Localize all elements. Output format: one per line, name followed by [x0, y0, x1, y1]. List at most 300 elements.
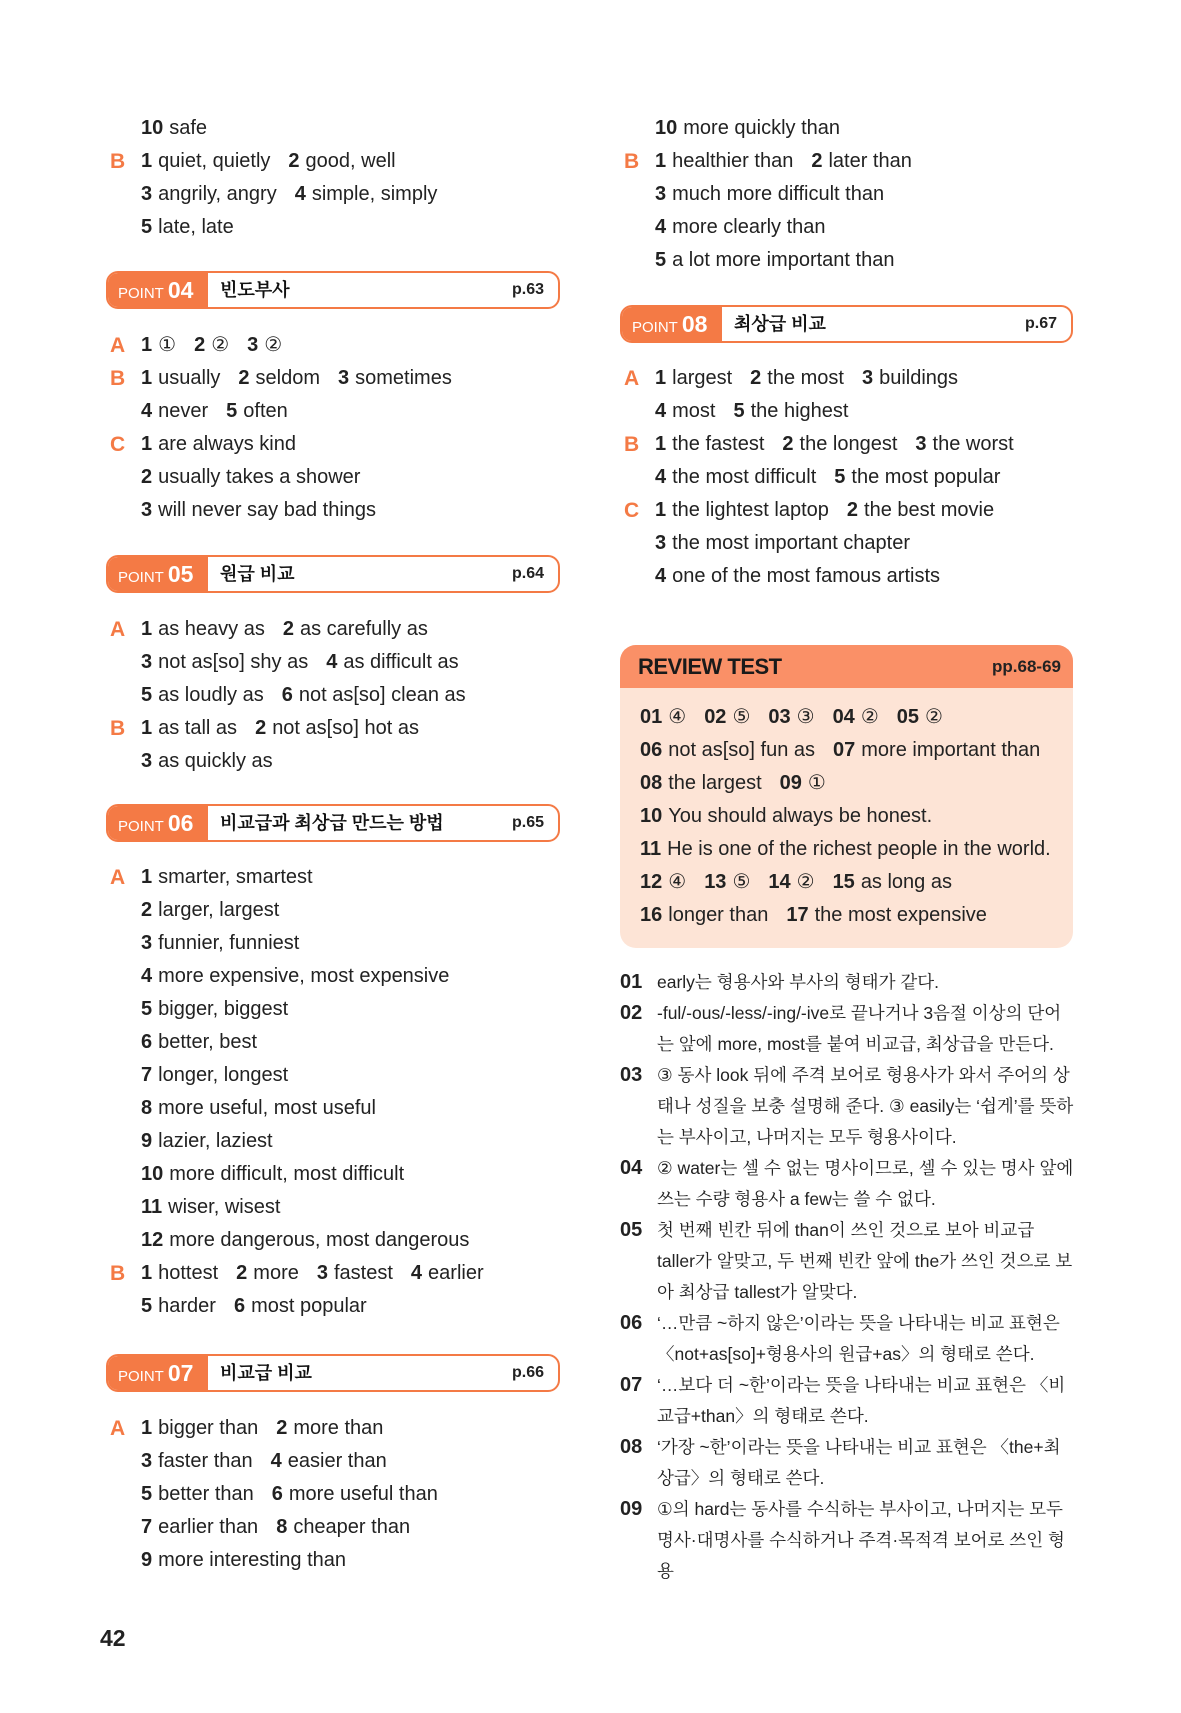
- answer-text: hottest: [158, 1262, 219, 1284]
- answer-number: 2: [236, 1262, 248, 1284]
- answer-number: 1: [141, 150, 153, 172]
- answer-number: 1: [141, 367, 153, 389]
- point-word: POINT: [118, 818, 164, 835]
- answer-item: [640, 833, 1051, 866]
- answer-number: 9: [141, 1549, 153, 1571]
- answer-text: largest: [672, 367, 733, 389]
- answer-item: [272, 1478, 438, 1511]
- explanation-number: 03: [620, 1064, 643, 1086]
- answer-text: the highest: [750, 400, 849, 422]
- explanation-number: 04: [620, 1157, 643, 1179]
- explanation-number: 02: [620, 1002, 643, 1024]
- section-letter: A: [110, 618, 126, 641]
- answer-number: 2: [141, 466, 153, 488]
- answer-text: the most: [767, 367, 844, 389]
- answer-item: [640, 734, 815, 767]
- section-letter: C: [624, 499, 640, 522]
- answer-row: [141, 960, 502, 993]
- answer-number: 5: [141, 216, 153, 238]
- answer-text: ④: [668, 706, 687, 728]
- answer-number: 5: [733, 400, 745, 422]
- answer-item: [141, 178, 277, 211]
- answer-number: 1: [655, 367, 667, 389]
- answer-text: the best movie: [864, 499, 995, 521]
- answer-number: 5: [834, 466, 846, 488]
- answer-number: 08: [640, 772, 663, 794]
- point-08-header: [620, 305, 1073, 343]
- answer-number: 01: [640, 706, 663, 728]
- answer-number: 11: [640, 838, 662, 860]
- answer-number: 05: [896, 706, 919, 728]
- answer-number: 4: [270, 1450, 282, 1472]
- answer-row: [141, 178, 455, 211]
- explanation-text: ‘…보다 더 ~한’이라는 뜻을 나타내는 비교 표현은 〈비교급+than〉의 형태로 쓴다.: [657, 1375, 1066, 1426]
- answer-number: 4: [410, 1262, 423, 1284]
- answer-item: [141, 1092, 376, 1125]
- answer-text: lazier, laziest: [158, 1130, 273, 1152]
- point-word: POINT: [118, 569, 164, 586]
- answer-number: 12: [141, 1229, 164, 1251]
- explanation-number: 08: [620, 1436, 643, 1458]
- answer-row: [110, 362, 470, 395]
- point-04-header: [106, 271, 560, 309]
- answer-row: [141, 1224, 502, 1257]
- answer-text: the most difficult: [672, 466, 817, 488]
- explanation-item: [620, 1432, 1075, 1494]
- answer-item: [141, 894, 279, 927]
- answer-text: ⑤: [732, 871, 751, 893]
- review-test-title: REVIEW TEST: [638, 654, 782, 679]
- answer-text: usually: [158, 367, 221, 389]
- answer-item: [141, 1478, 254, 1511]
- point-title: 최상급 비교: [734, 314, 826, 334]
- point-page: p.65: [511, 814, 544, 831]
- answer-text: better than: [158, 1483, 254, 1505]
- answer-text: more difficult, most difficult: [169, 1163, 405, 1185]
- answer-text: later than: [828, 150, 912, 172]
- answer-text: more quickly than: [683, 117, 840, 139]
- answer-number: 3: [247, 334, 259, 356]
- answer-row: [141, 112, 455, 145]
- answer-text: easier than: [287, 1450, 387, 1472]
- answer-number: 6: [271, 1483, 283, 1505]
- point-page: p.67: [1024, 315, 1057, 332]
- answer-item: [811, 145, 912, 178]
- answer-text: never: [158, 400, 209, 422]
- point-title: 비교급 비교: [220, 1363, 312, 1383]
- point-page: p.66: [511, 1364, 544, 1381]
- answer-text: ⑤: [732, 706, 751, 728]
- answer-section: [624, 362, 1032, 593]
- answer-item: [640, 866, 686, 899]
- answer-text: more expensive, most expensive: [158, 965, 450, 987]
- answer-item: [141, 362, 220, 395]
- answer-number: 7: [141, 1064, 153, 1086]
- answer-number: 8: [276, 1516, 288, 1538]
- explanation-item: [620, 998, 1075, 1060]
- answer-text: not as[so] hot as: [272, 717, 419, 739]
- answer-item: [833, 866, 952, 899]
- answer-item: [247, 329, 282, 362]
- answer-number: 6: [281, 684, 293, 706]
- answer-text: as loudly as: [158, 684, 264, 706]
- answer-number: 4: [655, 565, 667, 587]
- point-title: 원급 비교: [220, 564, 295, 584]
- answer-row: [110, 613, 484, 646]
- answer-item: [655, 112, 840, 145]
- answer-text: will never say bad things: [158, 499, 377, 521]
- explanation-item: [620, 1494, 1075, 1587]
- answer-item: [255, 712, 419, 745]
- answer-item: [915, 428, 1013, 461]
- point-label: [108, 273, 208, 307]
- answer-text: not as[so] fun as: [668, 739, 816, 761]
- answer-number: 17: [786, 904, 809, 926]
- answer-text: as long as: [860, 871, 952, 893]
- answer-number: 10: [640, 805, 663, 827]
- answer-item: [141, 112, 207, 145]
- answer-row: [141, 1158, 502, 1191]
- answer-number: 2: [282, 618, 294, 640]
- answer-item: [141, 1257, 218, 1290]
- answer-number: 1: [655, 433, 667, 455]
- section-letter: C: [110, 433, 126, 456]
- answer-section: [110, 613, 484, 778]
- answer-row: [141, 1191, 502, 1224]
- answer-row: [655, 461, 1032, 494]
- answer-text: more important than: [861, 739, 1041, 761]
- answer-item: [141, 428, 296, 461]
- answer-text: ②: [860, 706, 879, 728]
- answer-number: 10: [655, 117, 678, 139]
- answer-item: [655, 178, 884, 211]
- answer-text: ①: [158, 334, 177, 356]
- answer-text: as heavy as: [158, 618, 265, 640]
- answer-row: [110, 329, 470, 362]
- explanation-text: ①의 hard는 동사를 수식하는 부사이고, 나머지는 모두 명사·대명사를 수식하거나 주격·목적격 보어로 쓰인 형용: [657, 1499, 1065, 1581]
- explanation-item: [620, 1215, 1075, 1308]
- answer-row: [640, 767, 1069, 800]
- point-label: [108, 806, 208, 840]
- answer-number: 14: [768, 871, 791, 893]
- answer-row: [141, 1478, 456, 1511]
- answer-number: 03: [768, 706, 791, 728]
- answer-item: [226, 395, 288, 428]
- answer-number: 3: [141, 1450, 153, 1472]
- section-letter: B: [110, 1262, 126, 1285]
- point-06-header: [106, 804, 560, 842]
- answer-item: [194, 329, 229, 362]
- answer-number: 1: [141, 717, 153, 739]
- answer-number: 1: [141, 866, 153, 888]
- answer-text: He is one of the richest people in the world.: [667, 838, 1051, 860]
- answer-item: [326, 646, 458, 679]
- answer-text: bigger than: [158, 1417, 259, 1439]
- answer-section: [110, 329, 470, 527]
- answer-item: [141, 1125, 273, 1158]
- answer-number: 06: [640, 739, 663, 761]
- answer-number: 2: [288, 150, 300, 172]
- answer-number: 8: [141, 1097, 153, 1119]
- point-number: 05: [167, 561, 194, 587]
- answer-text: more interesting than: [158, 1549, 347, 1571]
- answer-item: [338, 362, 452, 395]
- explanation-text: ② water는 셀 수 없는 명사이므로, 셀 수 있는 명사 앞에 쓰는 수량 형용사 a few는 쓸 수 없다.: [657, 1158, 1074, 1209]
- answer-number: 1: [141, 1262, 153, 1284]
- explanation-text: 첫 번째 빈칸 뒤에 than이 쓰인 것으로 보아 비교급 taller가 알맞고, 두 번째 빈칸 앞에 the가 쓰인 것으로 보아 최상급 tallest가 알맞다.: [657, 1220, 1073, 1302]
- answer-item: [655, 428, 764, 461]
- answer-text: seldom: [255, 367, 320, 389]
- answer-text: one of the most famous artists: [672, 565, 941, 587]
- answer-number: 4: [141, 400, 153, 422]
- explanation-item: [620, 1370, 1075, 1432]
- explanation-number: 09: [620, 1498, 643, 1520]
- answer-item: [236, 1257, 299, 1290]
- answer-item: [655, 494, 829, 527]
- answer-row: [655, 527, 1032, 560]
- answer-number: 3: [141, 651, 153, 673]
- answer-row: [624, 145, 930, 178]
- answer-number: 11: [141, 1196, 163, 1218]
- answer-item: [141, 211, 234, 244]
- answer-item: [768, 701, 814, 734]
- answer-item: [317, 1257, 393, 1290]
- answer-row: [640, 833, 1069, 866]
- answer-item: [768, 866, 814, 899]
- answer-text: ②: [211, 334, 230, 356]
- answer-number: 2: [255, 717, 267, 739]
- answer-row: [141, 927, 502, 960]
- answer-number: 3: [861, 367, 874, 389]
- answer-item: [782, 428, 897, 461]
- answer-number: 15: [832, 871, 855, 893]
- answer-number: 4: [326, 651, 338, 673]
- point-title: 비교급과 최상급 만드는 방법: [220, 813, 444, 833]
- answer-row: [141, 494, 470, 527]
- answer-text: safe: [169, 117, 208, 139]
- answer-item: [282, 679, 466, 712]
- answer-item: [141, 329, 176, 362]
- answer-number: 12: [640, 871, 663, 893]
- section-letter: B: [624, 433, 640, 456]
- answer-number: 5: [226, 400, 238, 422]
- answer-number: 7: [141, 1516, 153, 1538]
- answer-number: 3: [338, 367, 350, 389]
- answer-item: [847, 494, 994, 527]
- answer-item: [897, 701, 943, 734]
- section-letter: A: [110, 866, 126, 889]
- answer-item: [655, 145, 793, 178]
- answer-item: [141, 1544, 346, 1577]
- answer-item: [733, 395, 848, 428]
- answer-number: 2: [811, 150, 823, 172]
- answer-text: faster than: [158, 1450, 253, 1472]
- answer-number: 3: [141, 499, 153, 521]
- section-letter: B: [624, 150, 640, 173]
- explanation-text: early는 형용사와 부사의 형태가 같다.: [657, 972, 940, 992]
- answer-text: harder: [158, 1295, 216, 1317]
- answer-row: [141, 1059, 502, 1092]
- answer-number: 10: [141, 1163, 164, 1185]
- answer-item: [655, 211, 826, 244]
- answer-number: 4: [141, 965, 153, 987]
- point-label: [622, 307, 722, 341]
- answer-number: 02: [704, 706, 727, 728]
- answer-section: [110, 1412, 456, 1577]
- answer-item: [141, 395, 208, 428]
- answer-item: [786, 899, 987, 932]
- answer-row: [141, 211, 455, 244]
- answer-row: [141, 1125, 502, 1158]
- answer-item: [288, 145, 395, 178]
- answer-row: [141, 745, 484, 778]
- point-title: 빈도부사: [220, 280, 290, 300]
- review-test-box: [620, 645, 1073, 948]
- answer-text: not as[so] shy as: [158, 651, 309, 673]
- point-word: POINT: [118, 1368, 164, 1385]
- answer-row: [640, 734, 1069, 767]
- explanation-text: -ful/-ous/-less/-ing/-ive로 끝나거나 3음절 이상의 단어는 앞에 more, most를 붙여 비교급, 최상급을 만든다.: [657, 1003, 1062, 1054]
- answer-item: [234, 1290, 367, 1323]
- explanation-text: ‘가장 ~한’이라는 뜻을 나타내는 비교 표현은 〈the+최상급〉의 형태로 쓴다.: [657, 1437, 1061, 1488]
- explanation-text: ③ 동사 look 뒤에 주격 보어로 형용사가 와서 주어의 상태나 성질을 보충 설명해 준다. ③ easily는 ‘쉽게’를 뜻하는 부사이고, 나머지는 모두 형용사이다.: [657, 1065, 1074, 1147]
- answer-item: [276, 1511, 410, 1544]
- answer-row: [624, 428, 1032, 461]
- answer-row: [624, 362, 1032, 395]
- answer-row: [655, 244, 930, 277]
- answer-number: 10: [141, 117, 164, 139]
- answer-number: 1: [141, 334, 153, 356]
- answer-item: [750, 362, 844, 395]
- answer-row: [110, 428, 470, 461]
- point-number: 07: [167, 1360, 194, 1386]
- explanation-item: [620, 1060, 1075, 1153]
- answer-row: [141, 894, 502, 927]
- answer-text: more than: [293, 1417, 384, 1439]
- answer-item: [295, 178, 438, 211]
- explanation-item: [620, 967, 1075, 998]
- answer-text: the most expensive: [814, 904, 987, 926]
- answer-row: [640, 800, 1069, 833]
- answer-item: [276, 1412, 383, 1445]
- answer-number: 5: [141, 684, 153, 706]
- answer-item: [141, 745, 273, 778]
- answer-item: [141, 145, 270, 178]
- answer-text: more clearly than: [672, 216, 826, 238]
- answer-number: 2: [194, 334, 206, 356]
- answer-text: bigger, biggest: [158, 998, 289, 1020]
- answer-item: [141, 461, 360, 494]
- answer-text: the longest: [799, 433, 898, 455]
- answer-number: 2: [276, 1417, 288, 1439]
- answer-text: often: [243, 400, 288, 422]
- answer-number: 3: [655, 532, 667, 554]
- answer-item: [655, 362, 732, 395]
- answer-text: ④: [668, 871, 687, 893]
- answer-number: 4: [294, 183, 306, 205]
- answer-number: 07: [833, 739, 856, 761]
- answer-item: [141, 1445, 253, 1478]
- answer-number: 5: [141, 1483, 153, 1505]
- answer-item: [141, 861, 313, 894]
- answer-text: angrily, angry: [158, 183, 277, 205]
- answer-item: [141, 613, 265, 646]
- point-number: 04: [167, 277, 194, 303]
- answer-text: as difficult as: [343, 651, 459, 673]
- answer-section: [110, 861, 502, 1323]
- answer-number: 3: [655, 183, 667, 205]
- answer-item: [141, 1511, 258, 1544]
- answer-row: [141, 1544, 456, 1577]
- answer-number: 2: [782, 433, 794, 455]
- answer-item: [862, 362, 958, 395]
- answer-item: [141, 927, 299, 960]
- answer-text: the most important chapter: [672, 532, 911, 554]
- answer-text: longer than: [668, 904, 769, 926]
- answer-item: [833, 734, 1040, 767]
- explanation-text: ‘…만큼 ~하지 않은’이라는 뜻을 나타내는 비교 표현은 〈not+as[so]+형용사의 원급+as〉의 형태로 쓴다.: [657, 1313, 1060, 1364]
- answer-number: 2: [141, 899, 153, 921]
- answer-row: [640, 701, 1069, 734]
- answer-item: [834, 461, 1000, 494]
- answer-item: [141, 1026, 257, 1059]
- answer-number: 1: [141, 433, 153, 455]
- answer-row: [110, 712, 484, 745]
- answer-row: [141, 1445, 456, 1478]
- point-label: [108, 557, 208, 591]
- answer-text: You should always be honest.: [668, 805, 933, 827]
- point-number: 06: [167, 810, 194, 836]
- answer-item: [141, 1059, 288, 1092]
- answer-number: 5: [141, 998, 153, 1020]
- answer-item: [141, 1191, 280, 1224]
- answer-row: [141, 461, 470, 494]
- answer-text: are always kind: [158, 433, 296, 455]
- answer-text: quiet, quietly: [158, 150, 271, 172]
- answer-number: 3: [316, 1262, 328, 1284]
- answer-text: healthier than: [672, 150, 794, 172]
- answer-row: [141, 1290, 502, 1323]
- answer-number: 3: [141, 750, 153, 772]
- answer-number: 4: [655, 466, 667, 488]
- answer-text: ①: [807, 772, 826, 794]
- answer-row: [141, 1092, 502, 1125]
- answer-text: larger, largest: [158, 899, 280, 921]
- answer-text: as carefully as: [299, 618, 428, 640]
- answer-text: smarter, smartest: [158, 866, 313, 888]
- point-05-header: [106, 555, 560, 593]
- answer-row: [141, 395, 470, 428]
- answer-text: ②: [796, 871, 815, 893]
- answer-row: [655, 178, 930, 211]
- section-letter: B: [110, 150, 126, 173]
- answer-item: [141, 1158, 404, 1191]
- answer-item: [411, 1257, 484, 1290]
- answer-text: ③: [796, 706, 815, 728]
- point-word: POINT: [632, 319, 678, 336]
- answer-number: 2: [238, 367, 250, 389]
- answer-item: [141, 679, 264, 712]
- answer-section: [110, 112, 455, 244]
- answer-item: [141, 1224, 469, 1257]
- explanations: [620, 967, 1075, 1587]
- answer-text: the most popular: [851, 466, 1001, 488]
- answer-text: more useful than: [288, 1483, 438, 1505]
- answer-text: simple, simply: [311, 183, 438, 205]
- review-test-answers: [640, 701, 1069, 932]
- answer-row: [141, 679, 484, 712]
- answer-row: [110, 1412, 456, 1445]
